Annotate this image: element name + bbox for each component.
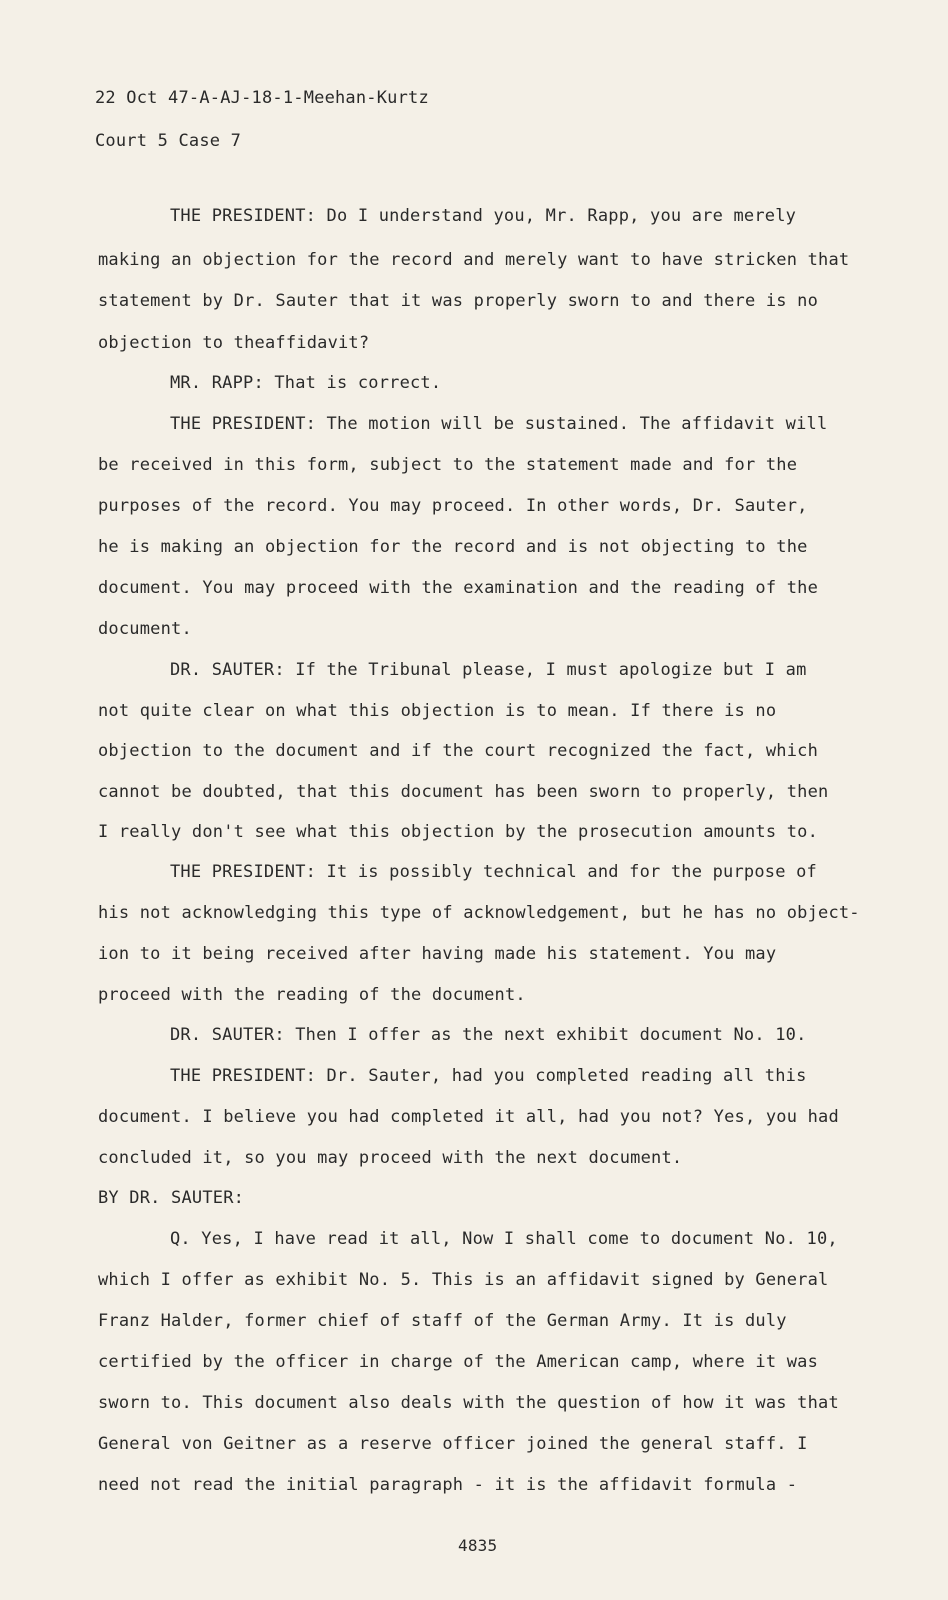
text-line: DR. SAUTER: Then I offer as the next exhibit document No. 10. bbox=[170, 1025, 807, 1045]
text-line: document. You may proceed with the examination and the reading of the bbox=[98, 578, 819, 598]
text-line: THE PRESIDENT: Do I understand you, Mr. Rapp, you are merely bbox=[170, 206, 797, 226]
text-line: making an objection for the record and merely want to have stricken that bbox=[98, 250, 850, 270]
page-number: 4835 bbox=[458, 1536, 498, 1555]
court-case-line: Court 5 Case 7 bbox=[95, 131, 242, 151]
text-line: document. I believe you had completed it all, had you not? Yes, you had bbox=[98, 1107, 839, 1127]
text-line: proceed with the reading of the document. bbox=[98, 985, 526, 1005]
text-line: I really don't see what this objection by the prosecution amounts to. bbox=[98, 822, 819, 842]
text-line: objection to the document and if the court recognized the fact, which bbox=[98, 741, 819, 761]
text-line: Franz Halder, former chief of staff of the German Army. It is duly bbox=[98, 1311, 787, 1331]
text-line: sworn to. This document also deals with the question of how it was that bbox=[98, 1393, 839, 1413]
text-line: DR. SAUTER: If the Tribunal please, I must apologize but I am bbox=[170, 660, 807, 680]
text-line: which I offer as exhibit No. 5. This is an affidavit signed by General bbox=[98, 1270, 829, 1290]
text-line: ion to it being received after having made his statement. You may bbox=[98, 944, 777, 964]
text-line: THE PRESIDENT: Dr. Sauter, had you completed reading all this bbox=[170, 1066, 807, 1086]
text-line: document. bbox=[98, 619, 192, 639]
text-line: objection to theaffidavit? bbox=[98, 333, 370, 353]
text-line: statement by Dr. Sauter that it was properly sworn to and there is no bbox=[98, 291, 819, 311]
text-line: General von Geitner as a reserve officer joined the general staff. I bbox=[98, 1434, 808, 1454]
text-line: THE PRESIDENT: It is possibly technical and for the purpose of bbox=[170, 862, 817, 882]
text-line: not quite clear on what this objection is to mean. If there is no bbox=[98, 701, 777, 721]
text-line: certified by the officer in charge of the American camp, where it was bbox=[98, 1352, 819, 1372]
text-line: his not acknowledging this type of acknowledgement, but he has no object- bbox=[98, 903, 860, 923]
text-line: MR. RAPP: That is correct. bbox=[170, 373, 442, 393]
text-line: he is making an objection for the record and is not objecting to the bbox=[98, 537, 808, 557]
text-line: cannot be doubted, that this document has been sworn to properly, then bbox=[98, 782, 829, 802]
text-line: purposes of the record. You may proceed. In other words, Dr. Sauter, bbox=[98, 496, 808, 516]
text-line: THE PRESIDENT: The motion will be sustained. The affidavit will bbox=[170, 414, 828, 434]
text-line: need not read the initial paragraph - it is the affidavit formula - bbox=[98, 1475, 798, 1495]
text-line: be received in this form, subject to the statement made and for the bbox=[98, 455, 798, 475]
document-reference: 22 Oct 47-A-AJ-18-1-Meehan-Kurtz bbox=[95, 88, 429, 108]
text-line: BY DR. SAUTER: bbox=[98, 1188, 245, 1208]
text-line: concluded it, so you may proceed with the next document. bbox=[98, 1148, 683, 1168]
text-line: Q. Yes, I have read it all, Now I shall come to document No. 10, bbox=[170, 1229, 838, 1249]
